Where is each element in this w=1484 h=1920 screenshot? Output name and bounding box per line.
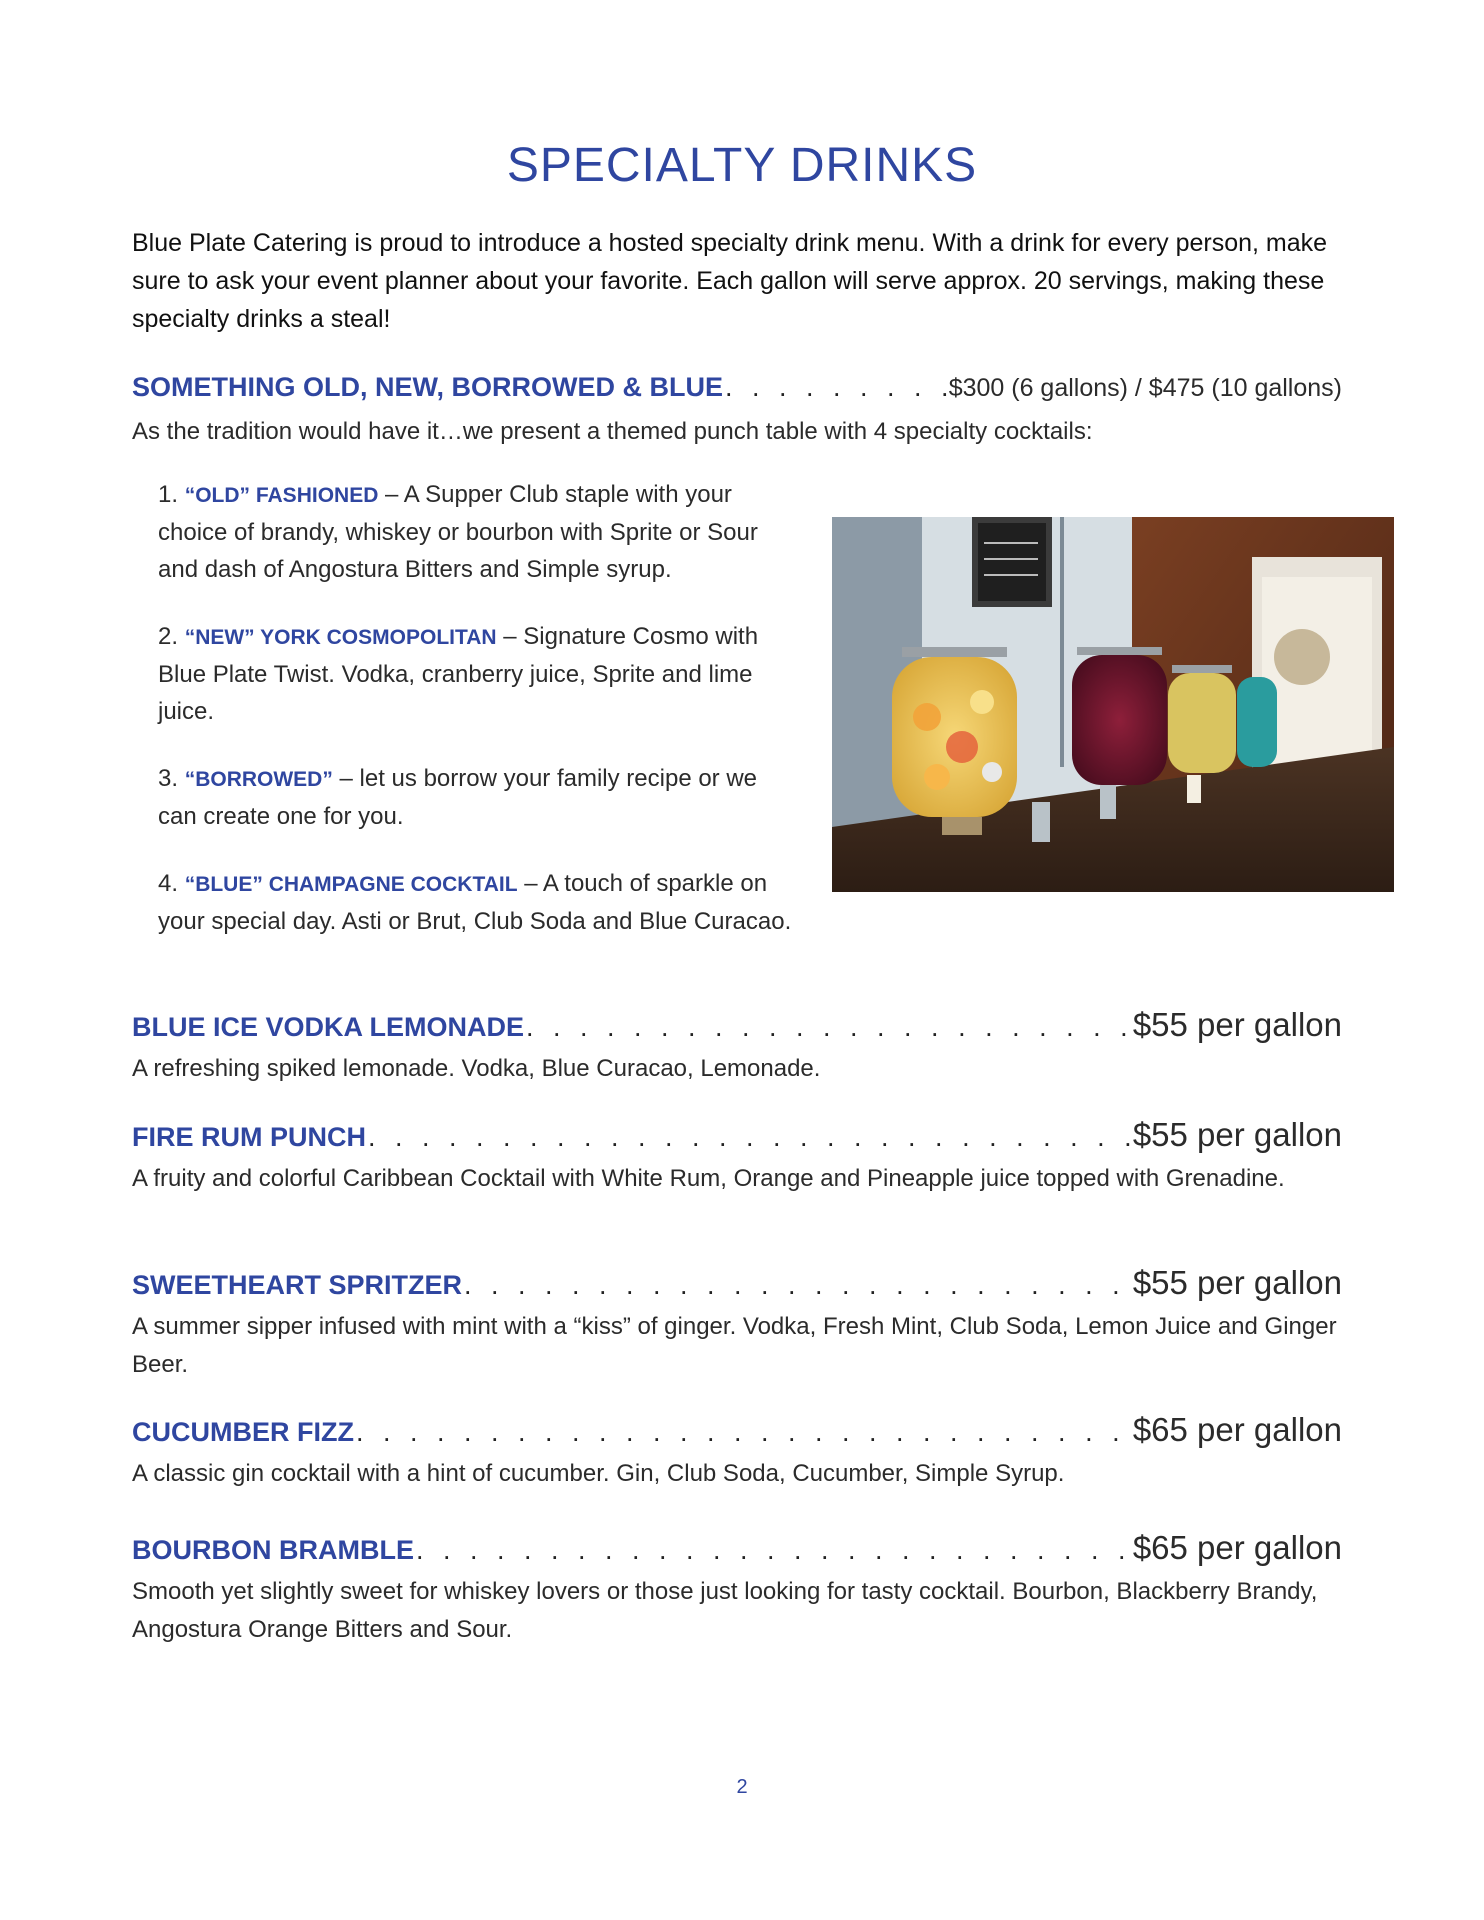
drink-description: A classic gin cocktail with a hint of cucumber. Gin, Club Soda, Cucumber, Simple Syrup.: [132, 1460, 1065, 1487]
drink-header: [132, 1529, 1342, 1567]
dot-leader: [526, 1012, 1131, 1043]
drink-price: $55 per gallon: [1132, 1116, 1342, 1153]
drink-name: FIRE RUM PUNCH: [132, 1122, 366, 1152]
cocktail-description: – A Supper Club staple with your choice of brandy, whiskey or bourbon with Sprite or Sour and dash of Angostura Bitters and Simple syrup.: [158, 481, 758, 583]
drink-price: $55 per gallon: [1132, 1006, 1342, 1043]
drink-name: BLUE ICE VODKA LEMONADE: [132, 1012, 525, 1042]
drink-name: CUCUMBER FIZZ: [132, 1417, 354, 1447]
featured-package-description: As the tradition would have it…we present a themed punch table with 4 specialty cocktails:: [132, 418, 1093, 445]
featured-package-price: $300 (6 gallons) / $475 (10 gallons): [948, 374, 1342, 402]
cocktail-name: “BLUE” CHAMPAGNE COCKTAIL: [184, 873, 518, 896]
drink-price: $55 per gallon: [1132, 1264, 1342, 1301]
cocktail-description: – Signature Cosmo with Blue Plate Twist. Vodka, cranberry juice, Sprite and lime juice.: [158, 623, 759, 725]
featured-package-header: [132, 372, 1342, 403]
page-number: 2: [736, 1776, 748, 1798]
drink-header: [132, 1116, 1342, 1154]
drink-description: Smooth yet slightly sweet for whiskey lovers or those just looking for tasty cocktail. Bourbon, Blackberry Brandy, Angostura Orange Bitters and Sour.: [132, 1578, 1318, 1643]
list-number: 4.: [158, 870, 179, 897]
dot-leader: [725, 372, 947, 403]
dot-leader: [416, 1535, 1131, 1566]
page-title: SPECIALTY DRINKS: [506, 139, 978, 192]
drink-description: A summer sipper infused with mint with a “kiss” of ginger. Vodka, Fresh Mint, Club Soda, Lemon Juice and Ginger Beer.: [132, 1313, 1337, 1378]
list-number: 1.: [158, 481, 179, 508]
dot-leader: [368, 1122, 1131, 1153]
list-number: 2.: [158, 623, 179, 650]
drink-description: A refreshing spiked lemonade. Vodka, Blue Curacao, Lemonade.: [132, 1055, 821, 1082]
list-item: [158, 618, 798, 730]
list-item: [158, 865, 798, 940]
intro-paragraph: Blue Plate Catering is proud to introduce a hosted specialty drink menu. With a drink for every person, make sure to ask your event planner about your favorite. Each gallon will serve approx. 20 servings, making these specialty drinks a steal!: [132, 229, 1328, 333]
cocktail-name: “BORROWED”: [184, 768, 333, 791]
featured-package-name: SOMETHING OLD, NEW, BORROWED & BLUE: [132, 372, 723, 402]
drink-header: [132, 1411, 1342, 1449]
drink-dispensers-photo: [832, 517, 1394, 892]
drink-name: SWEETHEART SPRITZER: [132, 1270, 463, 1300]
drink-price: $65 per gallon: [1132, 1529, 1342, 1566]
drink-description: A fruity and colorful Caribbean Cocktail with White Rum, Orange and Pineapple juice topped with Grenadine.: [132, 1165, 1285, 1192]
drink-header: [132, 1264, 1342, 1302]
dot-leader: [356, 1417, 1131, 1448]
list-item: [158, 760, 798, 835]
cocktail-name: “NEW” YORK COSMOPOLITAN: [184, 626, 497, 649]
drink-price: $65 per gallon: [1132, 1411, 1342, 1448]
list-number: 3.: [158, 765, 179, 792]
dot-leader: [464, 1270, 1131, 1301]
drink-header: [132, 1006, 1342, 1044]
cocktail-name: “OLD” FASHIONED: [184, 484, 379, 507]
cocktail-description: – A touch of sparkle on your special day. Asti or Brut, Club Soda and Blue Curacao.: [158, 870, 792, 935]
drink-name: BOURBON BRAMBLE: [132, 1535, 414, 1565]
themed-cocktail-list: [158, 476, 798, 970]
list-item: [158, 476, 798, 588]
cocktail-description: – let us borrow your family recipe or we can create one for you.: [158, 765, 758, 830]
